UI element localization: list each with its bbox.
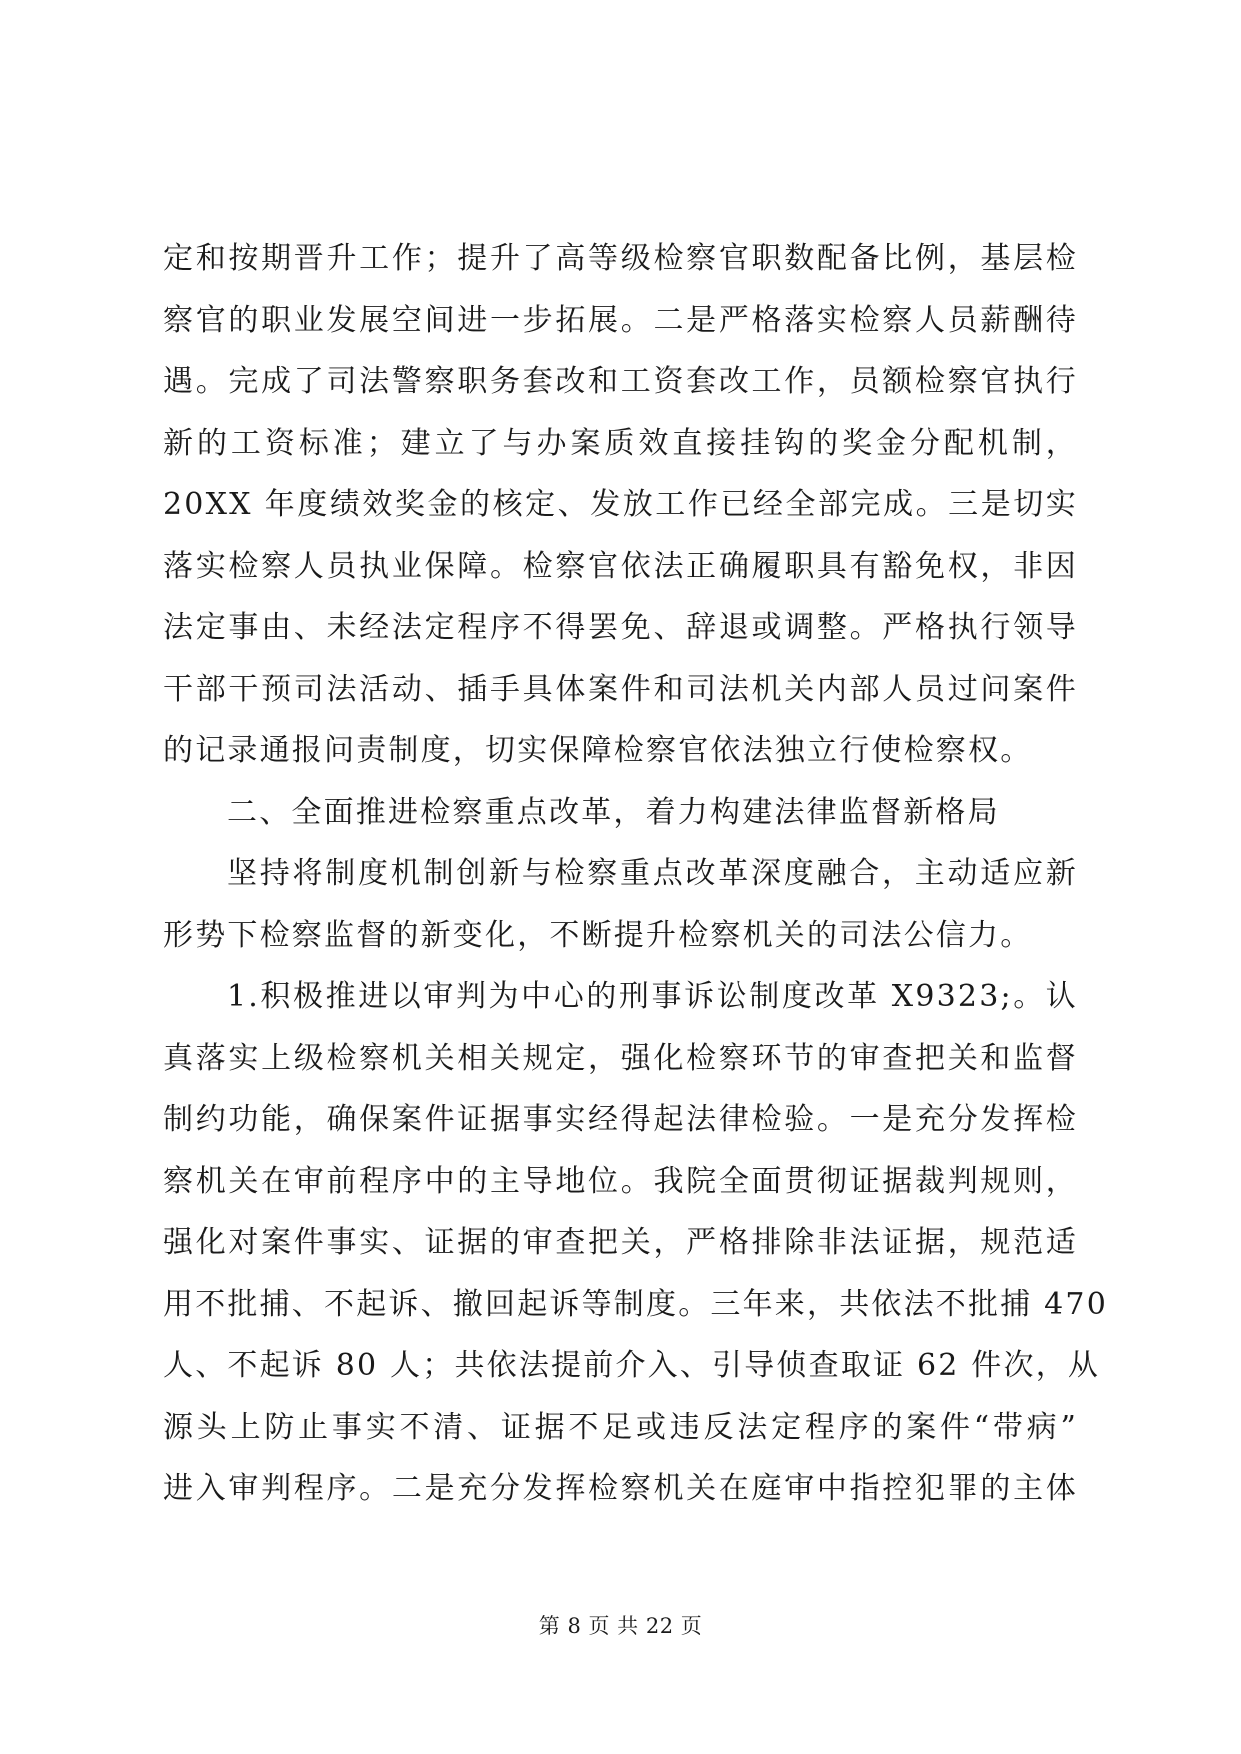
text-line: 察官的职业发展空间进一步拓展。二是严格落实检察人员薪酬待 bbox=[163, 302, 1078, 338]
page-number-footer: 第 8 页 共 22 页 bbox=[538, 1614, 703, 1638]
text-line: 遇。完成了司法警察职务套改和工资套改工作，员额检察官执行 bbox=[163, 364, 1078, 399]
document-body bbox=[163, 228, 1108, 1520]
text-line: 真落实上级检察机关相关规定，强化检察环节的审查把关和监督 bbox=[163, 1040, 1078, 1076]
text-line: 新的工资标准；建立了与办案质效直接挂钩的奖金分配机制， bbox=[163, 425, 1078, 461]
text-line: 落实检察人员执业保障。检察官依法正确履职具有豁免权，非因 bbox=[163, 548, 1078, 584]
text-line: 形势下检察监督的新变化，不断提升检察机关的司法公信力。 bbox=[163, 917, 1033, 953]
section-heading: 二、全面推进检察重点改革，着力构建法律监督新格局 bbox=[227, 794, 1000, 830]
text-line: 定和按期晋升工作；提升了高等级检察官职数配备比例，基层检 bbox=[163, 241, 1078, 276]
text-line: 人、不起诉 80 人；共依法提前介入、引导侦查取证 62 件次，从 bbox=[163, 1348, 1101, 1383]
text-line: 法定事由、未经法定程序不得罢免、辞退或调整。严格执行领导 bbox=[163, 610, 1078, 645]
text-line: 强化对案件事实、证据的审查把关，严格排除非法证据，规范适 bbox=[163, 1225, 1078, 1260]
text-line: 察机关在审前程序中的主导地位。我院全面贯彻证据裁判规则， bbox=[163, 1163, 1078, 1199]
text-line: 的记录通报问责制度，切实保障检察官依法独立行使检察权。 bbox=[163, 733, 1033, 768]
text-line: 干部干预司法活动、插手具体案件和司法机关内部人员过问案件 bbox=[163, 671, 1078, 707]
text-line: 制约功能，确保案件证据事实经得起法律检验。一是充分发挥检 bbox=[163, 1102, 1078, 1137]
text-line: 用不批捕、不起诉、撤回起诉等制度。三年来，共依法不批捕 470 bbox=[163, 1286, 1108, 1322]
subsection-heading-line: 1.积极推进以审判为中心的刑事诉讼制度改革 X9323;。认 bbox=[227, 979, 1078, 1014]
text-line: 坚持将制度机制创新与检察重点改革深度融合，主动适应新 bbox=[227, 856, 1078, 891]
text-line: 源头上防止事实不清、证据不足或违反法定程序的案件“带病” bbox=[163, 1409, 1078, 1445]
text-line: 进入审判程序。二是充分发挥检察机关在庭审中指控犯罪的主体 bbox=[163, 1471, 1078, 1506]
text-line: 20XX 年度绩效奖金的核定、发放工作已经全部完成。三是切实 bbox=[163, 487, 1078, 522]
